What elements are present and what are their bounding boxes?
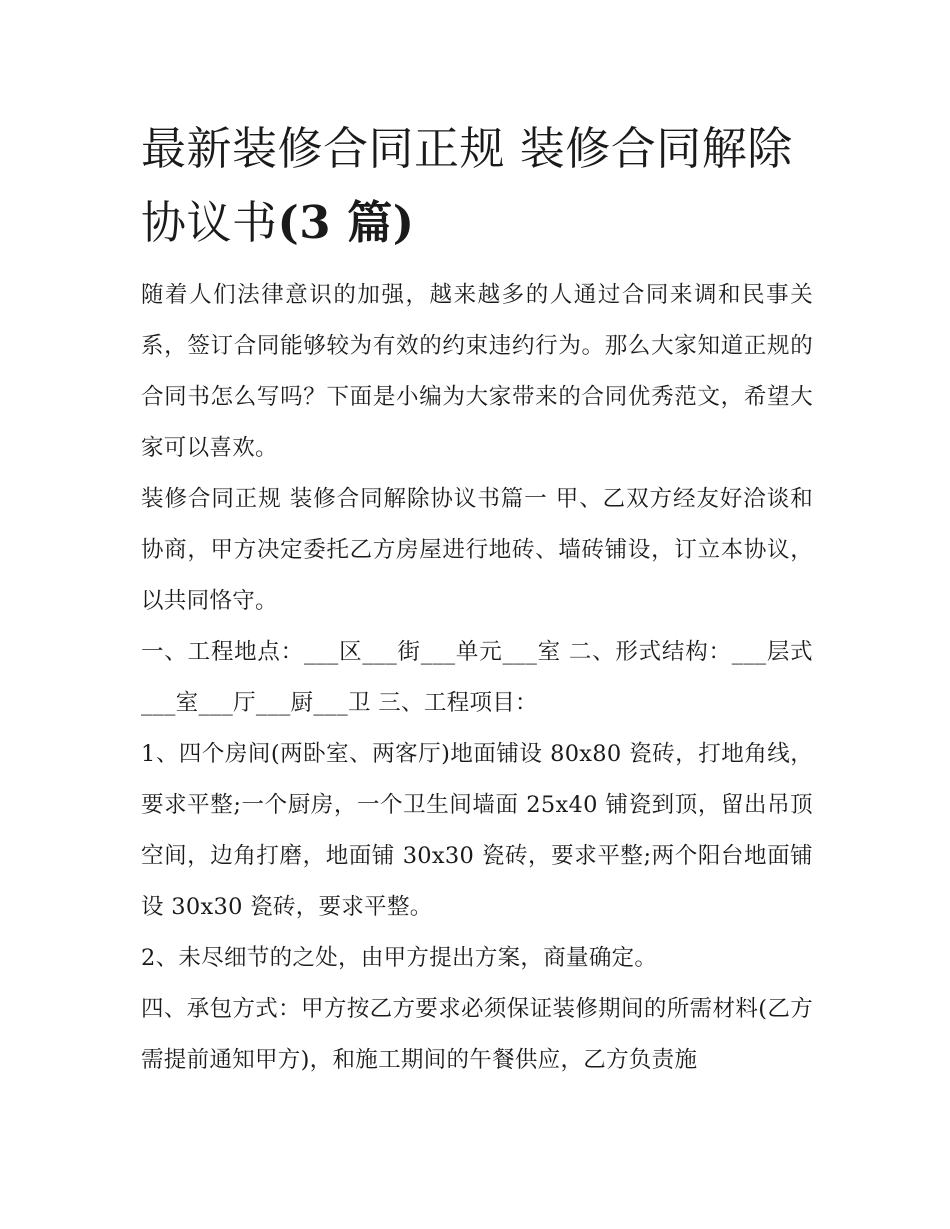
paragraph-project-item-1: 1、四个房间(两卧室、两客厅)地面铺设 80x80 瓷砖，打地角线，要求平整;一个厨房，一个卫生间墙面 25x40 铺瓷到顶，留出吊顶空间，边角打磨，地面铺 30x30 瓷砖，要求平整;两个阳台地面铺设 30x30 瓷砖，要求平整。 [141,741,813,920]
paragraph-project-item-2: 2、未尽细节的之处，由甲方提出方案，商量确定。 [141,945,658,971]
paragraph-agreement-intro: 装修合同正规 装修合同解除协议书篇一 甲、乙双方经友好洽谈和协商，甲方决定委托乙方房屋进行地砖、墙砖铺设，订立本协议，以共同恪守。 [141,486,813,614]
paragraph-location-structure: 一、工程地点：___区___街___单元___室 二、形式结构：___层式 ___室___厅___厨___卫 三、工程项目： [141,639,813,716]
document-title-main: 最新装修合同正规 装修合同解除协议书 [141,122,793,249]
document-title-suffix: (3 篇) [277,196,415,249]
paragraph-intro: 随着人们法律意识的加强，越来越多的人通过合同来调和民事关系，签订合同能够较为有效的约束违约行为。那么大家知道正规的合同书怎么写吗？下面是小编为大家带来的合同优秀范文，希望大家可以喜欢。 [141,282,813,461]
document-body [141,112,813,1086]
document-title [141,112,813,260]
paragraph-contract-method: 四、承包方式：甲方按乙方要求必须保证装修期间的所需材料(乙方需提前通知甲方)，和施工期间的午餐供应，乙方负责施 [141,996,813,1073]
